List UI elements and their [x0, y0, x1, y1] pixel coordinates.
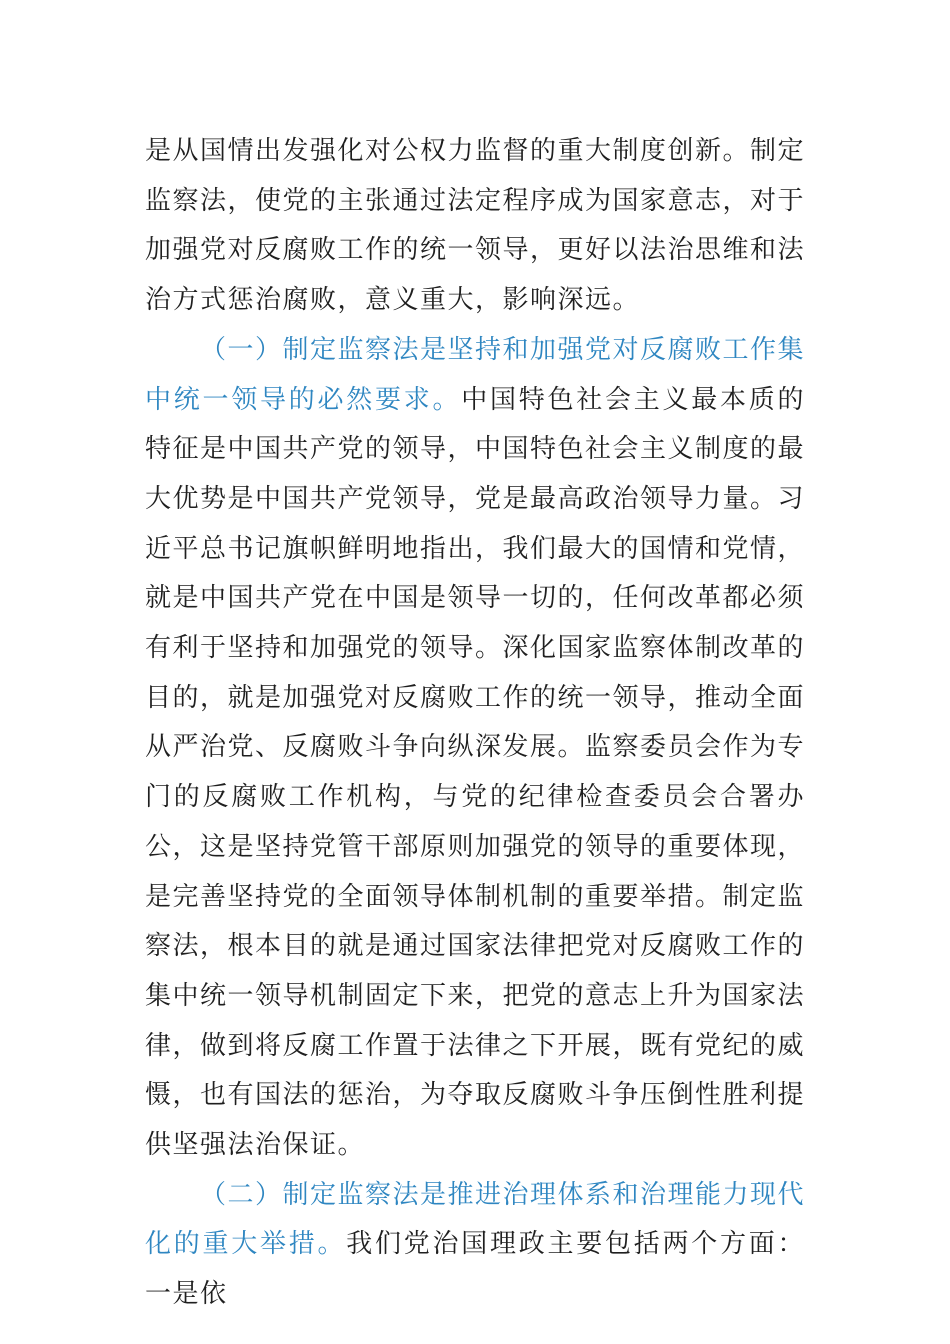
section-heading-two: （二）制定监察法是推进治理体系和治理能力现代化的重大举措。 [145, 1179, 806, 1260]
paragraph-section-two [145, 1171, 805, 1320]
paragraph-text: 中国特色社会主义最本质的特征是中国共产党的领导，中国特色社会主义制度的最大优势是中国共产党领导，党是最高政治领导力量。习近平总书记旗帜鲜明地指出，我们最大的国情和党情，就是中国共产党在中国是领导一切的，任何改革都必须有利于坚持和加强党的领导。深化国家监察体制改革的目的，就是加强党对反腐败工作的统一领导，推动全面从严治党、反腐败斗争向纵深发展。监察委员会作为专门的反腐败工作机构，与党的纪律检查委员会合署办公，这是坚持党管干部原则加强党的领导的重要体现，是完善坚持党的全面领导体制机制的重要举措。制定监察法，根本目的就是通过国家法律把党对反腐败工作的集中统一领导机制固定下来，把党的意志上升为国家法律，做到将反腐工作置于法律之下开展，既有党纪的威慑，也有国法的惩治，为夺取反腐败斗争压倒性胜利提供坚强法治保证。 [145, 384, 806, 1161]
paragraph-text: 是从国情出发强化对公权力监督的重大制度创新。制定监察法，使党的主张通过法定程序成为国家意志，对于加强党对反腐败工作的统一领导，更好以法治思维和法治方式惩治腐败，意义重大，影响深远。 [145, 136, 806, 316]
paragraph-text: 我们党治国理政主要包括两个方面：一是依 [145, 1229, 805, 1310]
paragraph-section-one [145, 326, 805, 1171]
document-body [145, 127, 805, 1320]
section-heading-one: （一）制定监察法是坚持和加强党对反腐败工作集中统一领导的必然要求。 [145, 334, 806, 415]
paragraph-continuation [145, 127, 805, 326]
